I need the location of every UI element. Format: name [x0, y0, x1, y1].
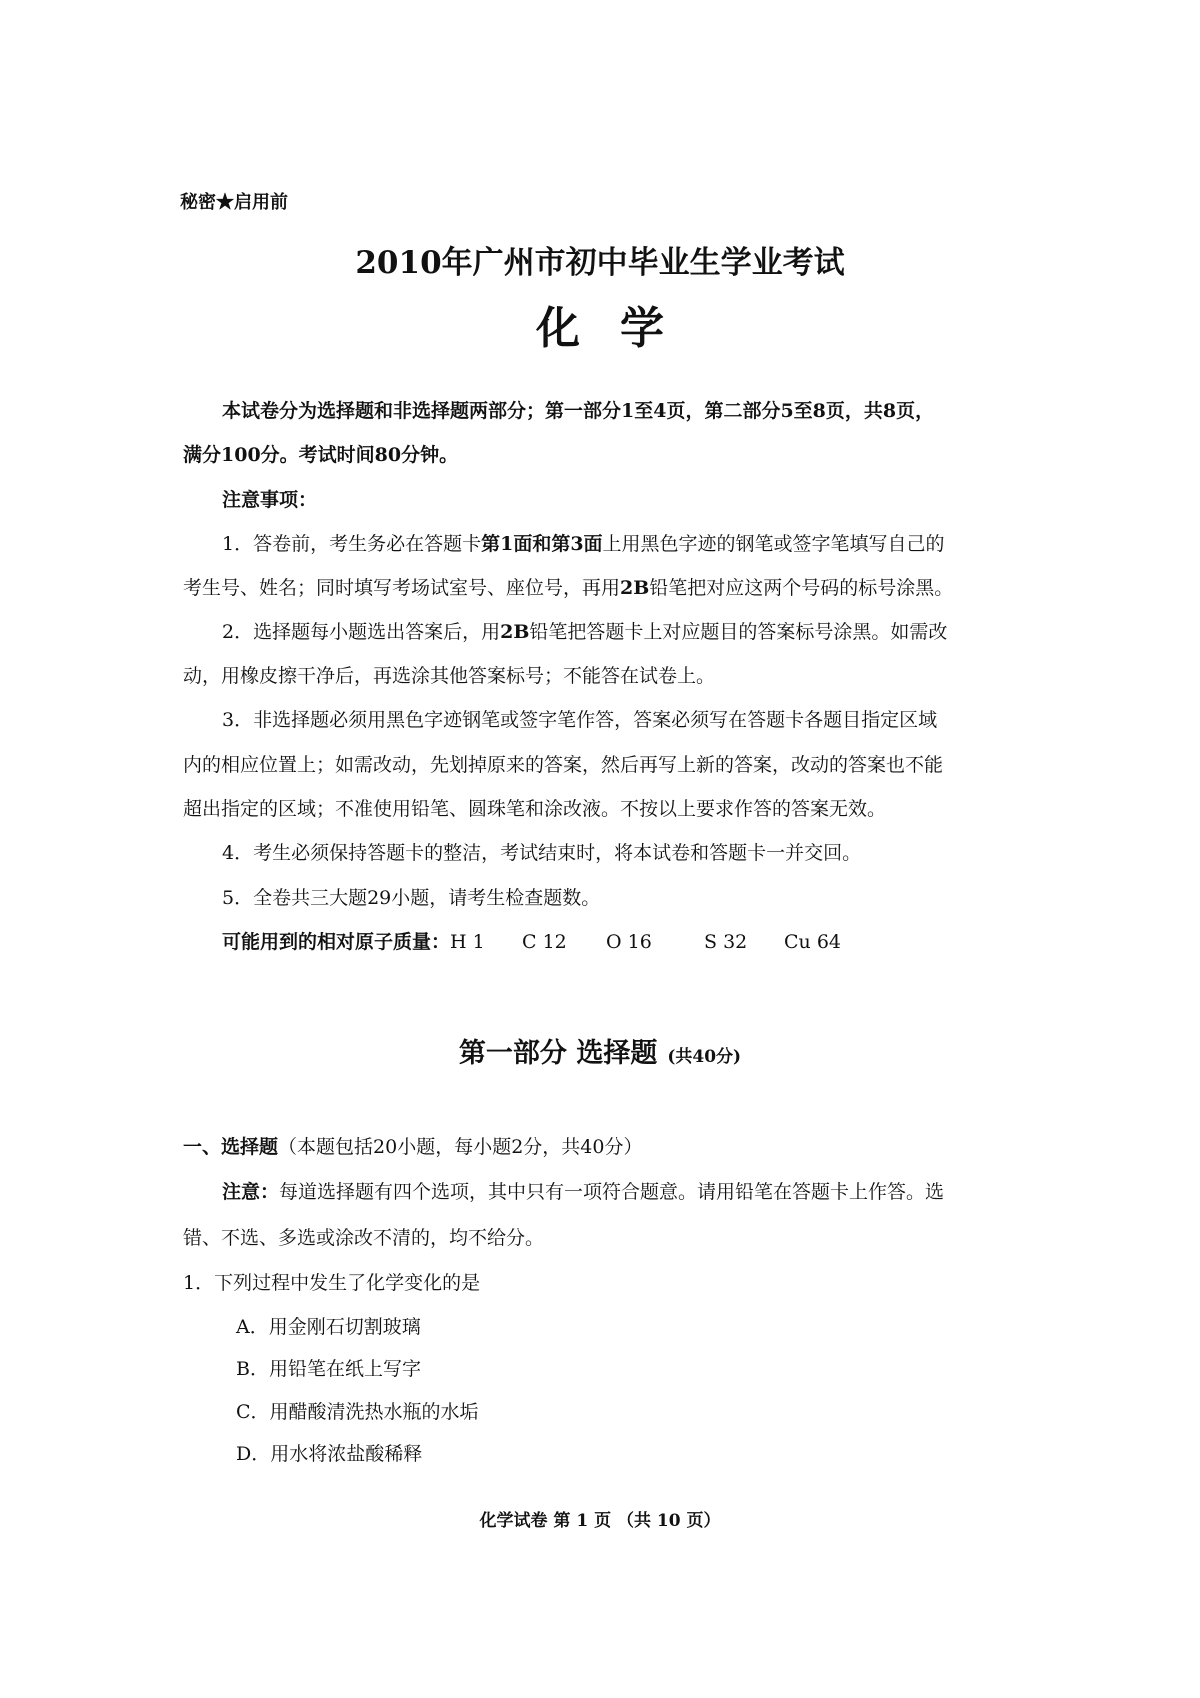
note-3-line-3: 超出指定的区域；不准使用铅笔、圆珠笔和涂改液。不按以上要求作答的答案无效。 [183, 798, 887, 820]
atomic-mass-o: O 16 [606, 931, 652, 953]
atomic-mass-h: H 1 [450, 931, 485, 953]
note-2-line-1 [222, 623, 947, 642]
note-1-line-2 [183, 579, 953, 598]
section-1-info: （本题包括20小题，每小题2分，共40分） [278, 1136, 643, 1158]
note-5: 5．全卷共三大题29小题，请考生检查题数。 [222, 887, 601, 909]
note-2-text-cont: 铅笔把答题卡上对应题目的答案标号涂黑。如需改 [529, 621, 948, 643]
question-1-option-a: A．用金刚石切割玻璃 [236, 1316, 421, 1338]
note-2-emphasis: 2B [500, 621, 530, 643]
note-1b-text-cont: 铅笔把对应这两个号码的标号涂黑。 [649, 577, 954, 599]
note-1-text-cont: 上用黑色字迹的钢笔或签字笔填写自己的 [602, 533, 945, 555]
note-1b-emphasis: 2B [620, 577, 650, 599]
part-1-title [0, 1031, 1200, 1070]
atomic-mass-label: 可能用到的相对原子质量： [222, 931, 451, 953]
note-1-emphasis: 第1面和第3面 [481, 533, 603, 555]
page-footer: 化学试卷 第 1 页 （共 10 页） [479, 1511, 721, 1531]
confidential-label: 秘密★启用前 [180, 192, 288, 213]
atomic-mass-row [222, 933, 841, 952]
intro-line-2: 满分100分。考试时间80分钟。 [183, 444, 459, 466]
attention-line-1 [222, 1183, 944, 1202]
attention-line-2: 错、不选、多选或涂改不清的，均不给分。 [183, 1227, 545, 1249]
question-1-stem: 1．下列过程中发生了化学变化的是 [183, 1272, 481, 1294]
atomic-mass-s: S 32 [704, 931, 748, 953]
question-1-option-d: D．用水将浓盐酸稀释 [236, 1443, 423, 1465]
part-1-heading: 第一部分 选择题 [458, 1038, 658, 1069]
question-1-option-b: B．用铅笔在纸上写字 [236, 1358, 421, 1380]
part-1-score: (共40分) [667, 1047, 742, 1067]
atomic-mass-c: C 12 [522, 931, 567, 953]
note-1-line-1 [222, 535, 945, 554]
note-2-line-2: 动，用橡皮擦干净后，再选涂其他答案标号；不能答在试卷上。 [183, 665, 716, 687]
section-1-label: 一、选择题 [183, 1136, 279, 1158]
exam-title: 2010年广州市初中毕业生学业考试 [355, 245, 845, 281]
attention-label: 注意： [222, 1181, 280, 1203]
attention-text: 每道选择题有四个选项，其中只有一项符合题意。请用铅笔在答题卡上作答。选 [279, 1181, 945, 1203]
note-1-text: 1．答卷前，考生务必在答题卡 [222, 533, 482, 555]
atomic-mass-cu: Cu 64 [784, 931, 842, 953]
note-3-line-1: 3．非选择题必须用黑色字迹钢笔或签字笔作答，答案必须写在答题卡各题目指定区域 [222, 709, 938, 731]
note-3-line-2: 内的相应位置上；如需改动，先划掉原来的答案，然后再写上新的答案，改动的答案也不能 [183, 754, 944, 776]
note-4: 4．考生必须保持答题卡的整洁，考试结束时，将本试卷和答题卡一并交回。 [222, 842, 862, 864]
question-1-option-c: C．用醋酸清洗热水瓶的水垢 [236, 1401, 479, 1423]
intro-line-1: 本试卷分为选择题和非选择题两部分；第一部分1至4页，第二部分5至8页，共8页， [222, 400, 935, 422]
notes-heading: 注意事项： [222, 489, 318, 511]
note-1b-text: 考生号、姓名；同时填写考场试室号、座位号，再用 [183, 577, 621, 599]
subject-title: 化学 [536, 303, 704, 354]
section-1-heading [183, 1138, 642, 1157]
note-2-text: 2．选择题每小题选出答案后，用 [222, 621, 501, 643]
